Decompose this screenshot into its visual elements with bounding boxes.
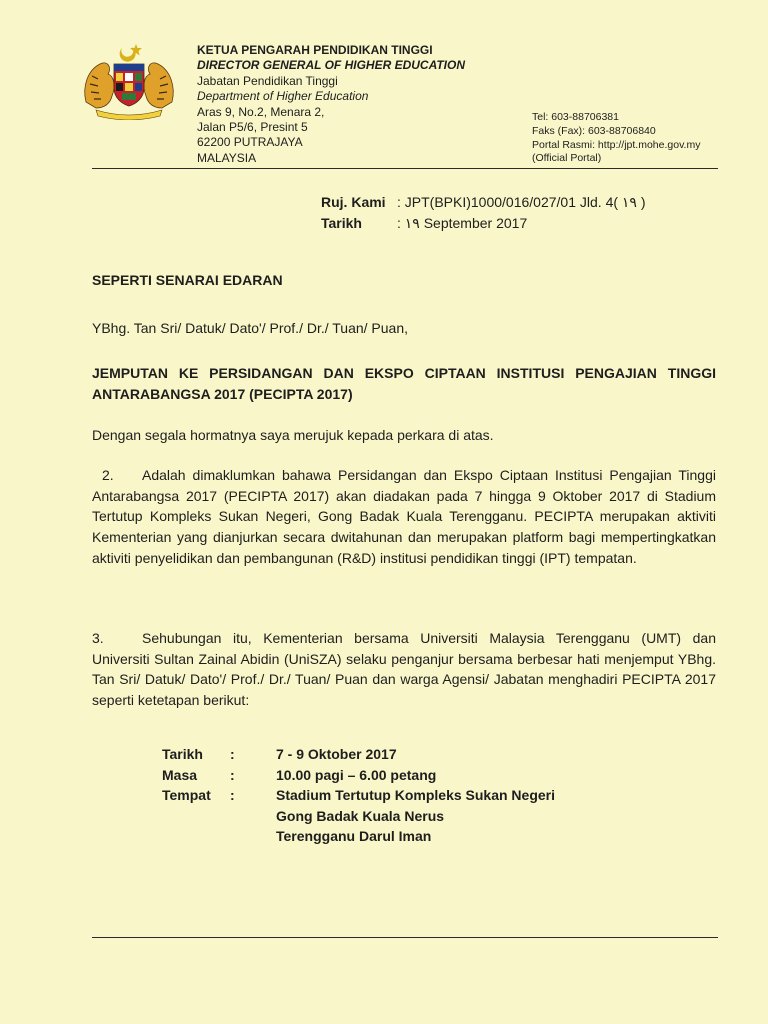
paragraph-2-text: Adalah dimaklumkan bahawa Persidangan dan Ekspo Ciptaan Institusi Pengajian Tinggi Antarabangsa 2017 (PECIPTA 2017) akan diadakan pada 7 hingga 9 Oktober 2017 di Stadium Tertutup Kompleks Sukan Negeri, Gong Badak Kuala Terengganu. PECIPTA merupakan aktiviti Kementerian yang dianjurkan secara dwitahunan dan merupakan platform bagi mempertingkatkan aktiviti penyelidikan dan pembangunan (R&D) institusi pendidikan tinggi (IPT) tempatan.	[92, 467, 716, 566]
address-line-3: 62200 PUTRAJAYA	[197, 135, 303, 150]
contact-phone: Tel: 603-88706381	[532, 111, 619, 123]
separator: :	[230, 766, 235, 783]
paragraph-2	[92, 465, 716, 569]
reference-block	[321, 192, 646, 234]
department-malay: Jabatan Pendidikan Tinggi	[197, 73, 338, 88]
letterhead-organisation	[197, 43, 465, 166]
venue-line-2: Gong Badak Kuala Nerus	[276, 807, 445, 824]
event-place-value	[276, 785, 555, 847]
event-date-row	[162, 744, 555, 765]
paragraph-3-text: Sehubungan itu, Kementerian bersama Universiti Malaysia Terengganu (UMT) dan Universiti Sultan Zainal Abidin (UniSZA) selaku penganjur bersama berbesar hati menjemput YBhg. Tan Sri/ Datuk/ Dato'/ Prof./ Dr./ Tuan/ Puan dan warga Agensi/ Jabatan menghadiri PECIPTA 2017 seperti ketetapan berikut:	[92, 630, 716, 709]
reference-label: Ruj. Kami	[321, 194, 386, 210]
address-line-1: Aras 9, No.2, Menara 2,	[197, 104, 325, 119]
letterhead-divider	[92, 168, 718, 169]
org-title-malay: KETUA PENGARAH PENDIDIKAN TINGGI	[197, 43, 433, 57]
reference-value: : JPT(BPKI)1000/016/027/01 Jld. 4( ١٩ )	[397, 194, 646, 210]
separator: :	[230, 746, 235, 762]
event-time-label: Masa	[162, 766, 198, 783]
contact-fax: Faks (Fax): 603-88706840	[532, 124, 656, 137]
paragraph-2-number: 2.	[102, 467, 114, 483]
event-date-value: 7 - 9 Oktober 2017	[276, 746, 397, 762]
department-english: Department of Higher Education	[197, 89, 369, 104]
event-place-row	[162, 785, 555, 847]
separator: :	[230, 787, 235, 803]
opening-sentence: Dengan segala hormatnya saya merujuk kepada perkara di atas.	[92, 427, 494, 443]
footer-divider	[92, 937, 718, 938]
event-place-label: Tempat	[162, 787, 211, 803]
address-line-2: Jalan P5/6, Presint 5	[197, 120, 308, 135]
event-time-row	[162, 765, 555, 786]
venue-line-1: Stadium Tertutup Kompleks Sukan Negeri	[276, 787, 556, 803]
venue-line-3: Terengganu Darul Iman	[276, 828, 432, 844]
org-title-english: DIRECTOR GENERAL OF HIGHER EDUCATION	[197, 58, 466, 73]
letter-subject: JEMPUTAN KE PERSIDANGAN DAN EKSPO CIPTAAN INSTITUSI PENGAJIAN TINGGI ANTARABANGSA 2017 (PECIPTA 2017)	[92, 365, 716, 402]
event-time-value: 10.00 pagi – 6.00 petang	[276, 766, 437, 783]
event-details	[162, 744, 555, 847]
contact-portal: Portal Rasmi: http://jpt.mohe.gov.my	[532, 138, 701, 151]
paragraph-3-number: 3.	[92, 630, 104, 646]
date-value: : ١٩ September 2017	[397, 215, 528, 231]
date-label: Tarikh	[321, 215, 362, 231]
recipient-line: SEPERTI SENARAI EDARAN	[92, 272, 283, 288]
contact-portal-note: (Official Portal)	[532, 152, 602, 165]
letterhead-contact	[532, 111, 700, 166]
event-date-label: Tarikh	[162, 746, 203, 762]
paragraph-3	[92, 628, 716, 711]
malaysia-coat-of-arms-icon	[78, 42, 180, 120]
address-line-4: MALAYSIA	[197, 150, 257, 165]
salutation: YBhg. Tan Sri/ Datuk/ Dato'/ Prof./ Dr./ Tuan/ Puan,	[92, 320, 409, 336]
